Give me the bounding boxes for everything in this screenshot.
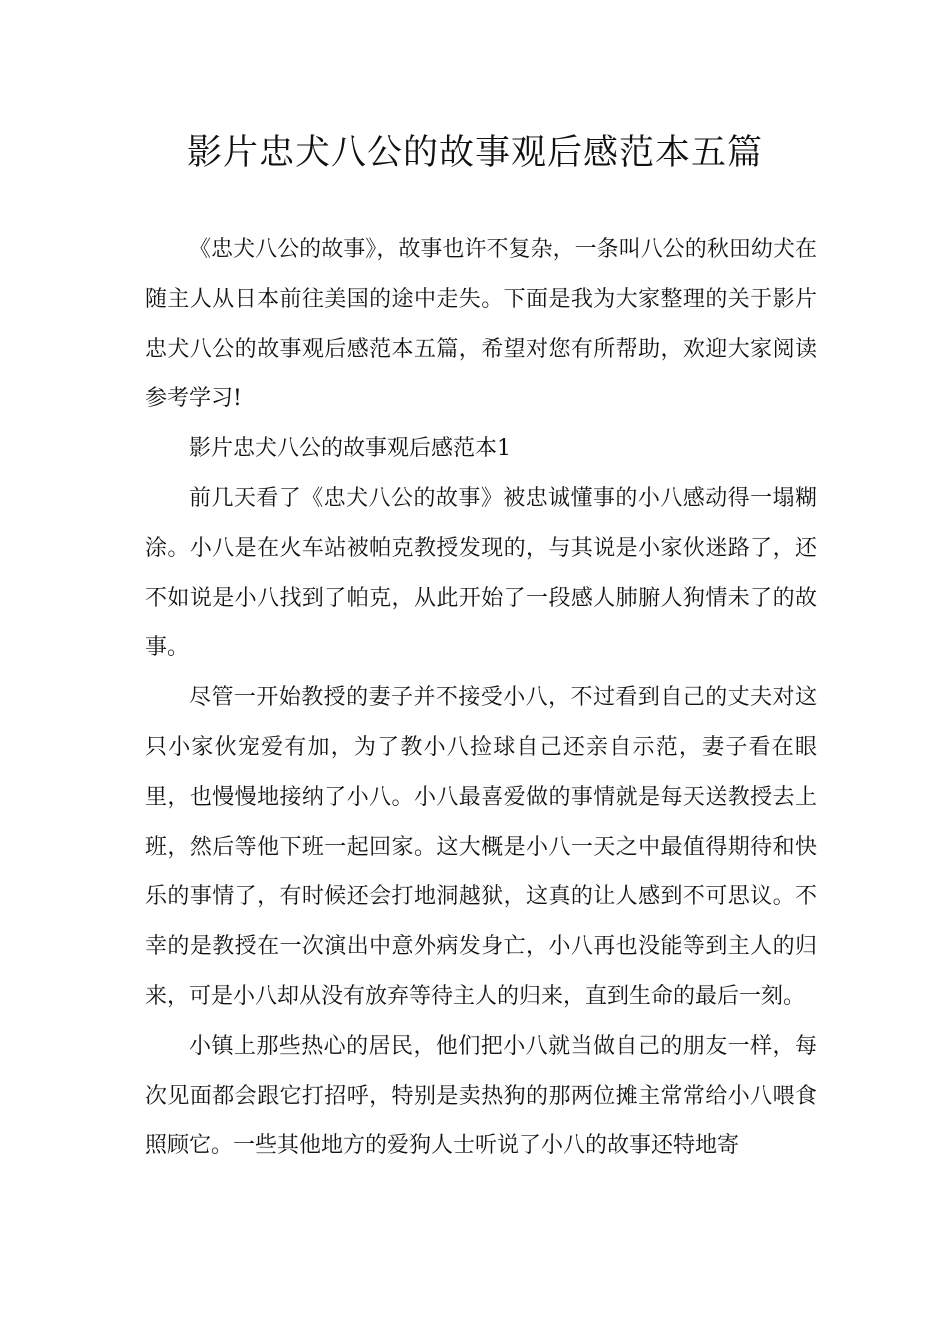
document-body: [145, 225, 817, 1171]
body-paragraph: 小镇上那些热心的居民，他们把小八就当做自己的朋友一样，每次见面都会跟它打招呼，特别是卖热狗的那两位摊主常常给小八喂食照顾它。一些其他地方的爱狗人士听说了小八的故事还特地寄: [145, 1033, 817, 1159]
intro-paragraph: 《忠犬八公的故事》，故事也许不复杂，一条叫八公的秋田幼犬在随主人从日本前往美国的途中走失。下面是我为大家整理的关于影片忠犬八公的故事观后感范本五篇，希望对您有所帮助，欢迎大家阅读参考学习!: [145, 237, 817, 412]
document-title: 影片忠犬八公的故事观后感范本五篇: [186, 133, 763, 173]
body-paragraph: 前几天看了《忠犬八公的故事》被忠诚懂事的小八感动得一塌糊涂。小八是在火车站被帕克教授发现的，与其说是小家伙迷路了，还不如说是小八找到了帕克，从此开始了一段感人肺腑人狗情未了的故事。: [145, 485, 817, 661]
body-paragraph: 尽管一开始教授的妻子并不接受小八，不过看到自己的丈夫对这只小家伙宠爱有加，为了教小八捡球自己还亲自示范，妻子看在眼里，也慢慢地接纳了小八。小八最喜爱做的事情就是每天送教授去上班，然后等他下班一起回家。这大概是小八一天之中最值得期待和快乐的事情了，有时候还会打地洞越狱，这真的让人感到不可思议。不幸的是教授在一次演出中意外病发身亡，小八再也没能等到主人的归来，可是小八却从没有放弃等待主人的归来，直到生命的最后一刻。: [145, 685, 817, 1009]
section-heading: 影片忠犬八公的故事观后感范本1: [189, 436, 511, 462]
